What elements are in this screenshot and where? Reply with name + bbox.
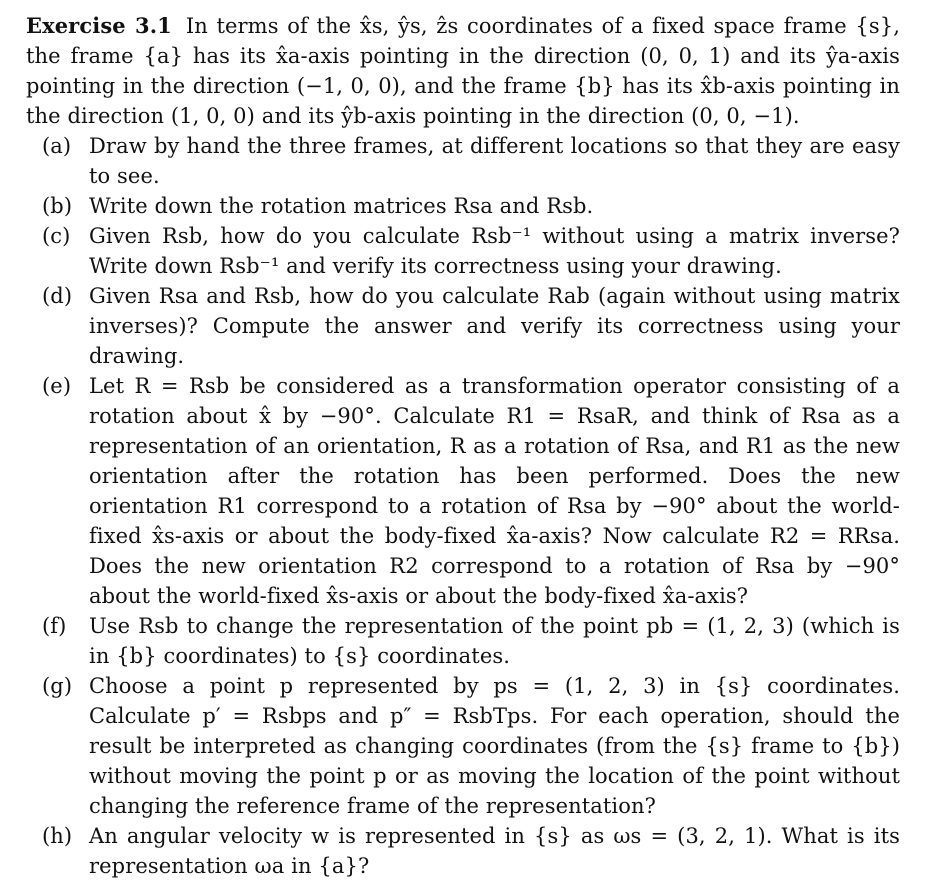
part-text: An angular velocity w is represented in {s} as ωs = (3, 2, 1). What is its representation ωa in {a}? — [89, 824, 900, 878]
part-text: Let R = Rsb be considered as a transformation operator consisting of a rotation about x̂ by −90°. Calculate R1 = RsaR, and think of Rsa as a representation of an orientation, R as a rotation of Rsa, and R1 as the new orientation after the rotation has been performed. Does the new orientation R1 correspond to a rotation of Rsa by −90° about the world-fixed x̂s-axis or about the body-fixed x̂a-axis? Now calculate R2 = RRsa. Does the new orientation R2 correspond to a rotation of Rsa by −90° about the world-fixed x̂s-axis or about the body-fixed x̂a-axis? — [89, 374, 900, 608]
part-a — [26, 131, 900, 191]
part-label: (e) — [42, 374, 72, 398]
part-d — [26, 281, 900, 371]
part-c — [26, 221, 900, 281]
part-f — [26, 611, 900, 671]
part-text: Given Rsa and Rsb, how do you calculate Rab (again without using matrix inverses)? Compute the answer and verify its correctness using your drawing. — [89, 284, 900, 368]
exercise-parts-list — [26, 131, 900, 881]
part-b — [26, 191, 900, 221]
exercise-intro — [26, 11, 900, 131]
exercise-label: Exercise 3.1 — [26, 13, 172, 38]
part-e — [26, 371, 900, 611]
part-label: (h) — [42, 824, 73, 848]
exercise-intro-text: In terms of the x̂s, ŷs, ẑs coordinates of a fixed space frame {s}, the frame {a} has its x̂a-axis pointing in the direction (0, 0, 1) and its ŷa-axis pointing in the direction (−1, 0, 0), and the frame {b} has its x̂b-axis pointing in the direction (1, 0, 0) and its ŷb-axis pointing in the direction (0, 0, −1). — [26, 14, 900, 128]
part-text: Draw by hand the three frames, at different locations so that they are easy to see. — [89, 134, 900, 188]
part-label: (b) — [42, 194, 73, 218]
part-text: Choose a point p represented by ps = (1, 2, 3) in {s} coordinates. Calculate p′ = Rsbps and p″ = RsbTps. For each operation, should the result be interpreted as changing coordinates (from the {s} frame to {b}) without moving the point p or as moving the location of the point without changing the reference frame of the representation? — [89, 674, 900, 818]
part-g — [26, 671, 900, 821]
part-label: (c) — [42, 224, 71, 248]
part-label: (a) — [42, 134, 72, 158]
part-text: Write down the rotation matrices Rsa and Rsb. — [89, 194, 594, 218]
part-text: Use Rsb to change the representation of the point pb = (1, 2, 3) (which is in {b} coordinates) to {s} coordinates. — [89, 614, 900, 668]
part-text: Given Rsb, how do you calculate Rsb⁻¹ without using a matrix inverse? Write down Rsb⁻¹ and verify its correctness using your drawing. — [89, 224, 900, 278]
part-label: (d) — [42, 284, 73, 308]
part-label: (g) — [42, 674, 73, 698]
part-h — [26, 821, 900, 881]
part-label: (f) — [42, 614, 67, 638]
